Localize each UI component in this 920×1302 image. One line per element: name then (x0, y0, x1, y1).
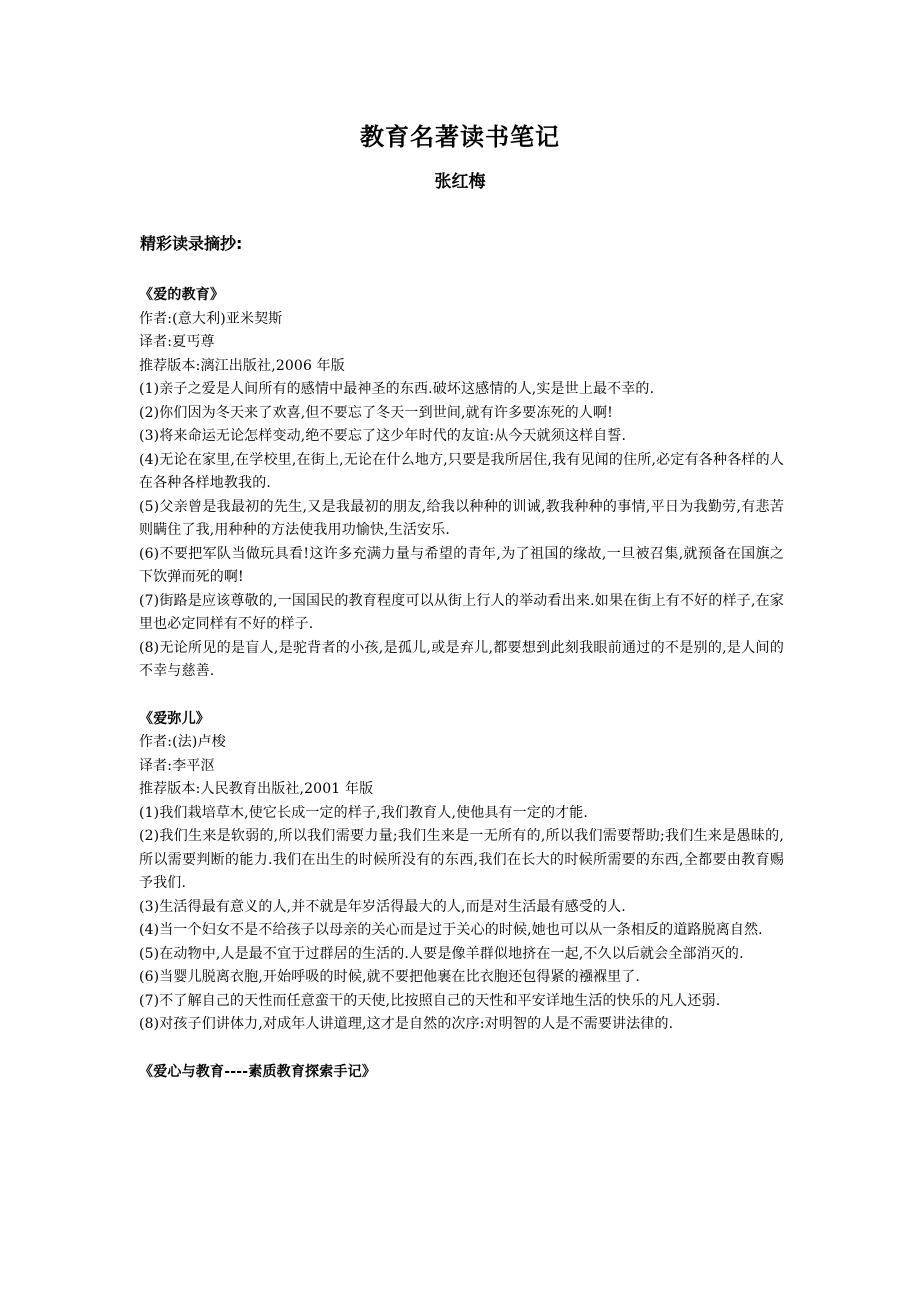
quote: (1)亲子之爱是人间所有的感情中最神圣的东西.破坏这感情的人,实是世上最不幸的. (139, 381, 655, 397)
book-section (139, 1061, 784, 1085)
book-section (139, 708, 784, 1037)
document-author: 张红梅 (434, 172, 486, 192)
book-notes (139, 284, 784, 1084)
quote: (7)不了解自己的天性而任意蛮干的天使,比按照自己的天性和平安详地生活的快乐的凡人还弱. (139, 992, 721, 1009)
section-heading: 精彩读录摘抄: (140, 234, 243, 253)
book-title: 《爱心与教育----素质教育探索手记》 (139, 1063, 377, 1080)
quote: (1)我们栽培草木,使它长成一定的样子,我们教育人,使他具有一定的才能. (139, 804, 589, 821)
quote: (2)你们因为冬天来了欢喜,但不要忘了冬天一到世间,就有许多要冻死的人啊! (139, 404, 613, 421)
quote: (6)不要把军队当做玩具看!这许多充满力量与希望的青年,为了祖国的缘故,一旦被召集,就预备在国旗之下饮弹而死的啊! (139, 545, 784, 585)
book-title: 《爱弥儿》 (139, 710, 210, 727)
quote: (4)无论在家里,在学校里,在街上,无论在什么地方,只要是我所居住,我有见闻的住所,必定有各种各样的人在各种各样地教我的. (139, 451, 784, 491)
quote: (8)对孩子们讲体力,对成年人讲道理,这才是自然的次序:对明智的人是不需要讲法律的. (139, 1016, 674, 1032)
document-title: 教育名著读书笔记 (360, 123, 560, 151)
book-translator: 译者:夏丐尊 (139, 334, 215, 350)
quote: (7)街路是应该尊敬的,一国国民的教育程度可以从街上行人的举动看出来.如果在街上有不好的样子,在家里也必定同样有不好的样子. (139, 592, 784, 632)
quote: (5)父亲曾是我最初的先生,又是我最初的朋友,给我以种种的训诫,教我种种的事情,平日为我勤劳,有悲苦则瞒住了我,用种种的方法使我用功愉快,生活安乐. (139, 498, 784, 538)
quote: (4)当一个妇女不是不给孩子以母亲的关心而是过于关心的时候,她也可以从一条相反的道路脱离自然. (139, 922, 763, 938)
quote: (3)将来命运无论怎样变动,绝不要忘了这少年时代的友谊:从今天就须这样自誓. (139, 428, 627, 444)
quote: (8)无论所见的是盲人,是驼背者的小孩,是孤儿,或是弃儿,都要想到此刻我眼前通过的不是别的,是人间的不幸与慈善. (139, 639, 784, 679)
book-author: 作者:(意大利)亚米契斯 (139, 310, 283, 327)
quote: (3)生活得最有意义的人,并不就是年岁活得最大的人,而是对生活最有感受的人. (139, 898, 626, 915)
book-author: 作者:(法)卢梭 (139, 734, 226, 750)
book-title: 《爱的教育》 (139, 287, 225, 303)
book-edition: 推荐版本:漓江出版社,2006 年版 (139, 357, 345, 374)
book-section (139, 284, 784, 684)
quote: (6)当婴儿脱离衣胞,开始呼吸的时候,就不要把他裹在比衣胞还包得紧的襁褓里了. (139, 969, 641, 985)
quote: (5)在动物中,人是最不宜于过群居的生活的.人要是像羊群似地挤在一起,不久以后就会全部消灭的. (139, 945, 744, 962)
book-edition: 推荐版本:人民教育出版社,2001 年版 (139, 781, 374, 797)
quote: (2)我们生来是软弱的,所以我们需要力量;我们生来是一无所有的,所以我们需要帮助;我们生来是愚昧的,所以需要判断的能力.我们在出生的时候所没有的东西,我们在长大的时候所需要的东西,全都要由教育赐予我们. (139, 828, 784, 891)
book-translator: 译者:李平沤 (139, 757, 215, 774)
